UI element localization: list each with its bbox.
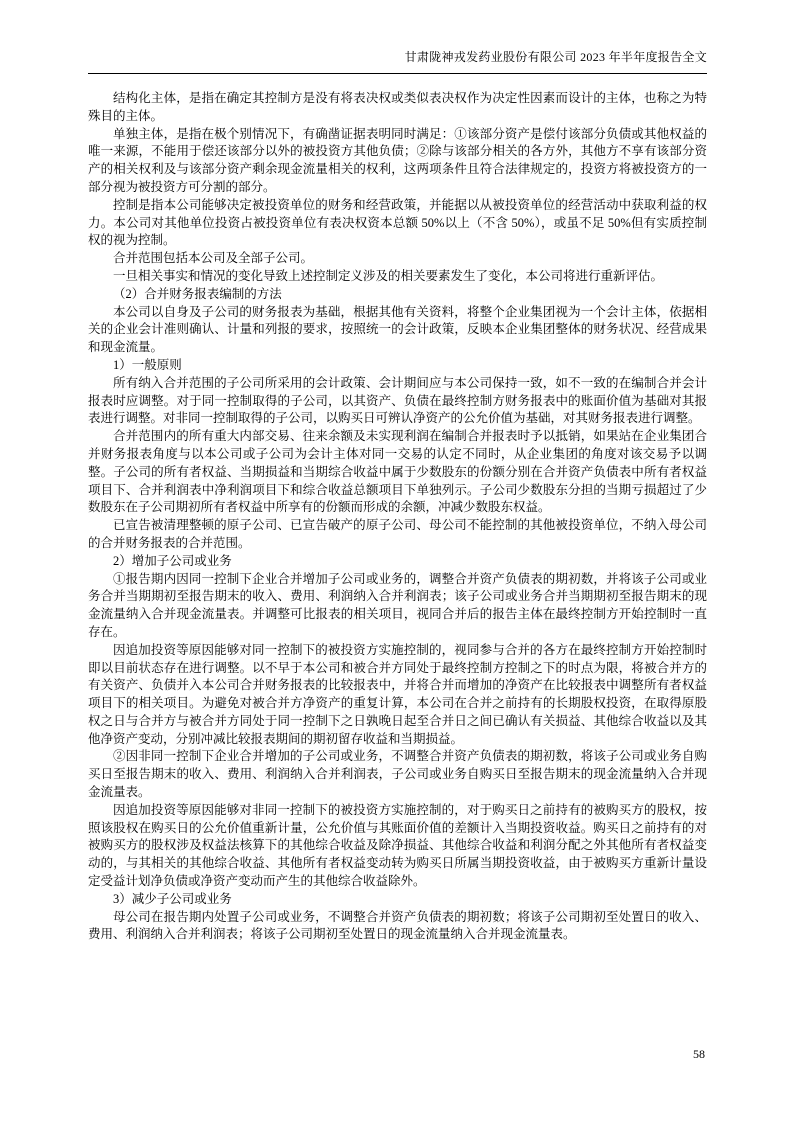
paragraph: 母公司在报告期内处置子公司或业务，不调整合并资产负债表的期初数；将该子公司期初至处置日的收入、费用、利润纳入合并利润表；将该子公司期初至处置日的现金流量纳入合并现金流量表。 xyxy=(88,909,707,942)
paragraph: 所有纳入合并范围的子公司所采用的会计政策、会计期间应与本公司保持一致，如不一致的在编制合并会计报表时应调整。对于同一控制取得的子公司，以其资产、负债在最终控制方财务报表中的账面价值为基础对其报表进行调整。对非同一控制取得的子公司，以购买日可辨认净资产的公允价值为基础，对其财务报表进行调整。 xyxy=(88,375,707,426)
paragraph: 因追加投资等原因能够对非同一控制下的被投资方实施控制的，对于购买日之前持有的被购买方的股权，按照该股权在购买日的公允价值重新计量，公允价值与其账面价值的差额计入当期投资收益。购买日之前持有的对被购买方的股权涉及权益法核算下的其他综合收益及除净损益、其他综合收益和利润分配之外其他所有者权益变动的，与其相关的其他综合收益、其他所有者权益变动转为购买日所属当期投资收益，由于被购买方重新计量设定受益计划净负债或净资产变动而产生的其他综合收益除外。 xyxy=(88,802,707,889)
paragraph: 控制是指本公司能够决定被投资单位的财务和经营政策，并能据以从被投资单位的经营活动中获取利益的权力。本公司对其他单位投资占被投资单位有表决权资本总额 50%以上（不含 50%），或虽不足 50%但有实质控制权的视为控制。 xyxy=(88,197,707,248)
page-number: 58 xyxy=(693,1047,705,1061)
section-heading: 1）一般原则 xyxy=(113,357,182,372)
paragraph: 结构化主体，是指在确定其控制方是没有将表决权或类似表决权作为决定性因素而设计的主体，也称之为特殊目的主体。 xyxy=(88,91,707,123)
document-body xyxy=(88,90,707,944)
section-heading: （2）合并财务报表编制的方法 xyxy=(113,286,282,301)
paragraph: 本公司以自身及子公司的财务报表为基础，根据其他有关资料，将整个企业集团视为一个会计主体，依据相关的企业会计准则确认、计量和列报的要求，按照统一的会计政策，反映本企业集团整体的财务状况、经营成果和现金流量。 xyxy=(88,304,707,355)
section-heading: 3）减少子公司或业务 xyxy=(113,891,232,906)
paragraph: ①报告期内因同一控制下企业合并增加子公司或业务的，调整合并资产负债表的期初数，并将该子公司或业务合并当期期初至报告期末的收入、费用、利润纳入合并利润表；该子公司或业务合并当期期初至报告期末的现金流量纳入合并现金流量表。并调整可比报表的相关项目，视同合并后的报告主体在最终控制方开始控制时一直存在。 xyxy=(88,571,707,639)
paragraph: 已宣告被清理整顿的原子公司、已宣告破产的原子公司、母公司不能控制的其他被投资单位，不纳入母公司的合并财务报表的合并范围。 xyxy=(88,518,707,550)
paragraph: 因追加投资等原因能够对同一控制下的被投资方实施控制的，视同参与合并的各方在最终控制方开始控制时即以目前状态存在进行调整。以不早于本公司和被合并方同处于最终控制方控制之下的时点为限，将被合并方的有关资产、负债并入本公司合并财务报表的比较报表中，并将合并而增加的净资产在比较报表中调整所有者权益项目下的相关项目。为避免对被合并方净资产的重复计算，本公司在合并之前持有的长期股权投资，在取得原股权之日与合并方与被合并方同处于同一控制下之日孰晚日起至合并日之间已确认有关损益、其他综合收益以及其他净资产变动，分别冲减比较报表期间的期初留存收益和当期损益。 xyxy=(88,642,707,746)
paragraph: 一旦相关事实和情况的变化导致上述控制定义涉及的相关要素发生了变化，本公司将进行重新评估。 xyxy=(113,268,664,283)
paragraph: 合并范围包括本公司及全部子公司。 xyxy=(113,251,314,266)
paragraph: 合并范围内的所有重大内部交易、往来余额及未实现利润在编制合并报表时予以抵销，如果站在企业集团合并财务报表角度与以本公司或子公司为会计主体对同一交易的认定不同时，从企业集团的角度对该交易予以调整。子公司的所有者权益、当期损益和当期综合收益中属于少数股东的份额分别在合并资产负债表中所有者权益项目下、合并利润表中净利润项目下和综合收益总额项目下单独列示。子公司少数股东分担的当期亏损超过了少数股东在子公司期初所有者权益中所享有的份额而形成的余额，冲减少数股东权益。 xyxy=(88,429,707,515)
section-heading: 2）增加子公司或业务 xyxy=(113,553,232,568)
paragraph: ②因非同一控制下企业合并增加的子公司或业务，不调整合并资产负债表的期初数，将该子公司或业务自购买日至报告期末的收入、费用、利润纳入合并利润表，子公司或业务自购买日至报告期末的现金流量纳入合并现金流量表。 xyxy=(88,749,707,800)
paragraph: 单独主体，是指在极个别情况下，有确凿证据表明同时满足：①该部分资产是偿付该部分负债或其他权益的唯一来源，不能用于偿还该部分以外的被投资方其他负债；②除与该部分相关的各方外，其他方不享有该部分资产的相关权利及与该部分资产剩余现金流量相关的权利，这两项条件且符合法律规定的，投资方将被投资方的一部分视为被投资方可分割的部分。 xyxy=(88,126,707,194)
report-header-title: 甘肃陇神戎发药业股份有限公司 2023 年半年度报告全文 xyxy=(88,48,707,74)
